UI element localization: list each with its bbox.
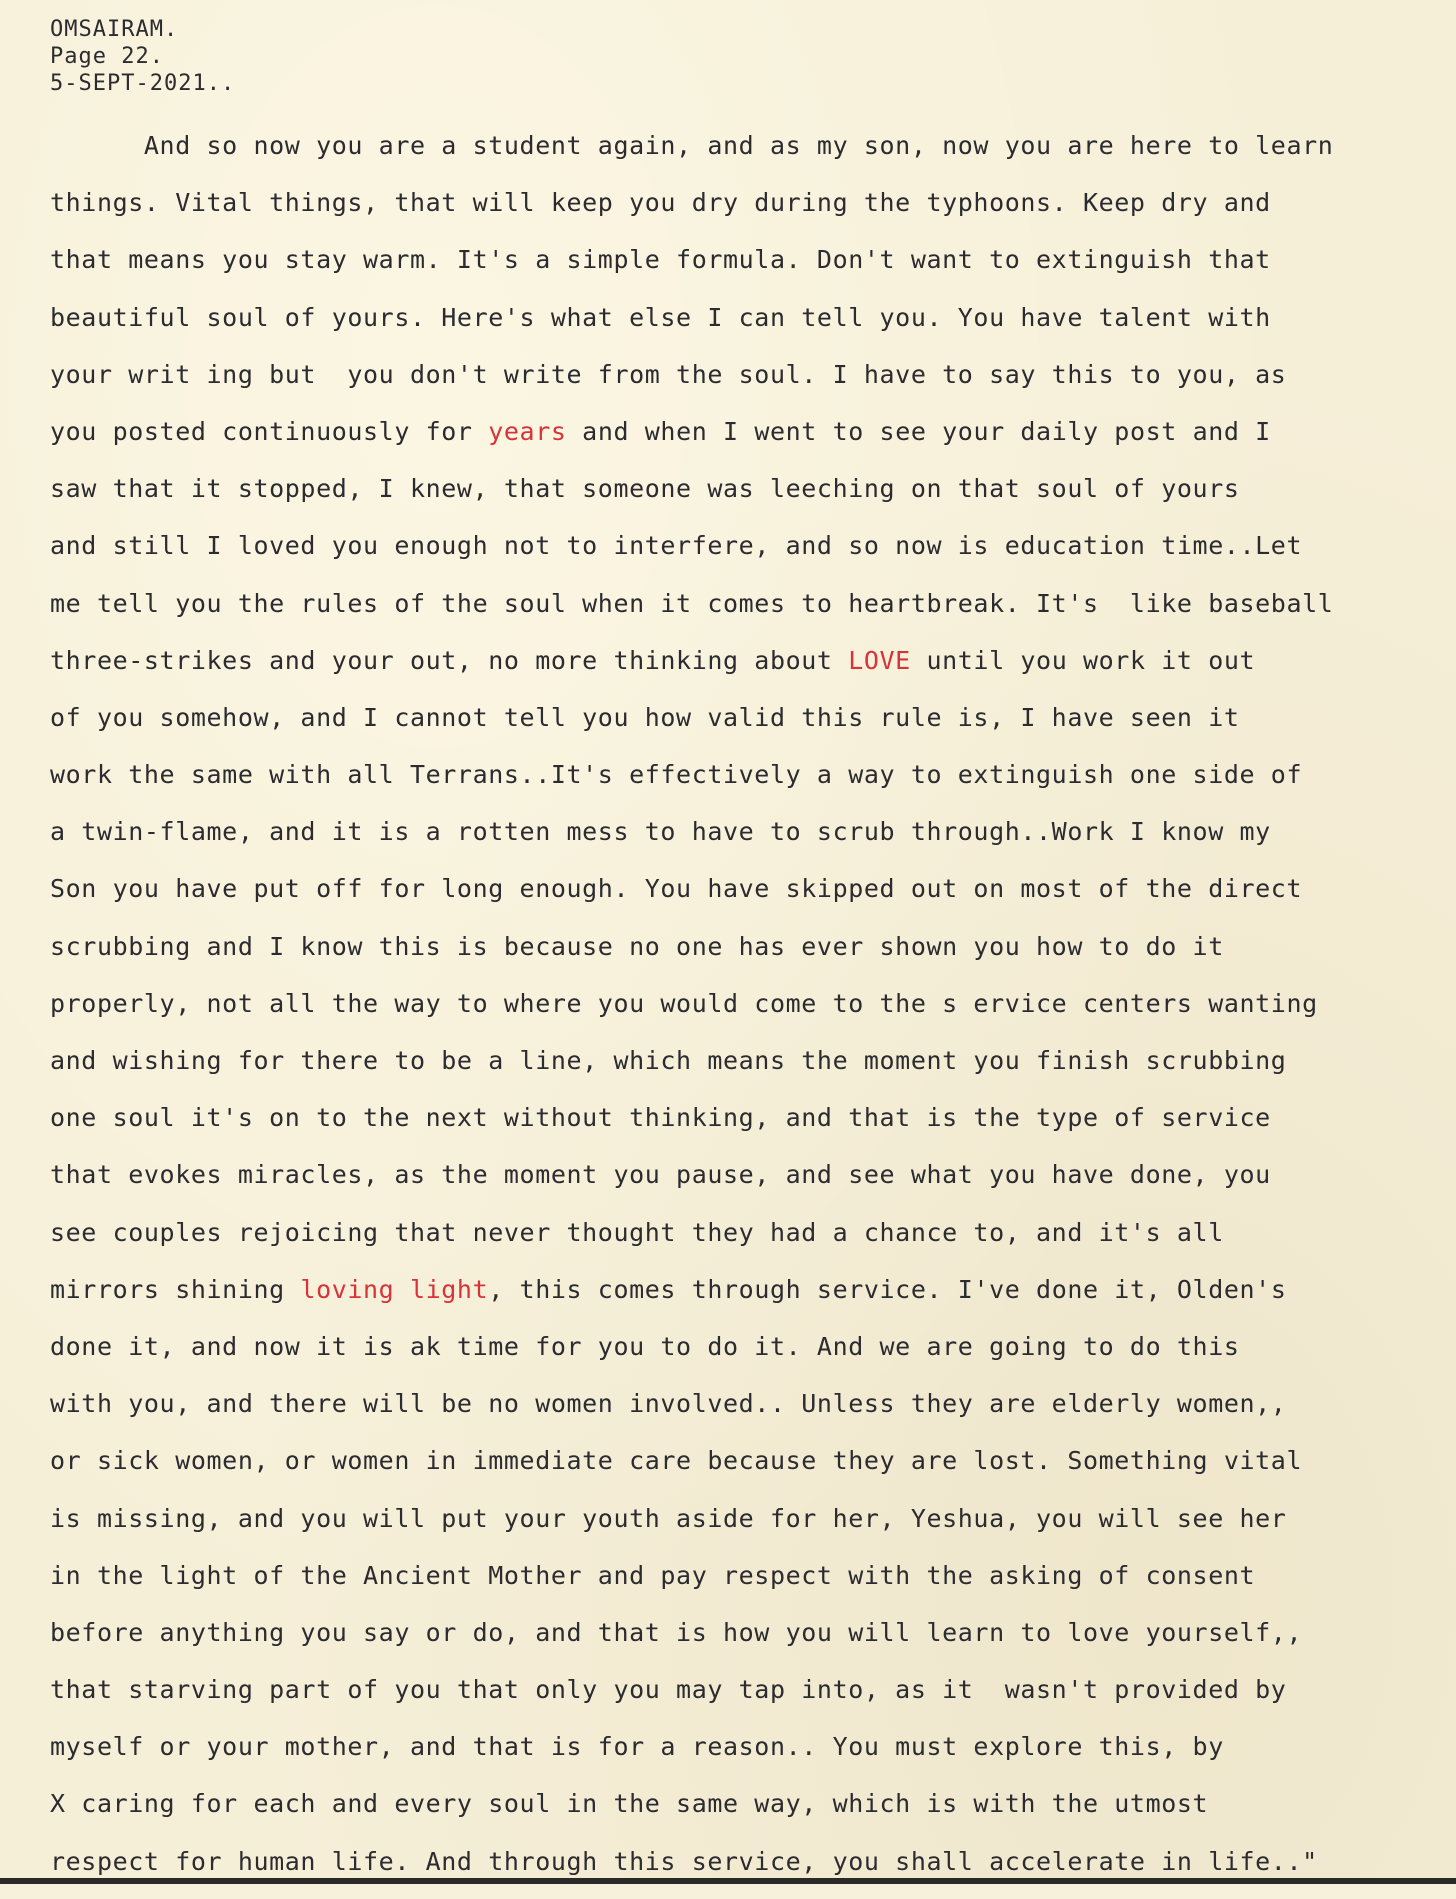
line-text: that starving part of you that only you may tap into, as it wasn't provided by [50, 1675, 1287, 1705]
line-text: is missing, and you will put your youth aside for her, Yeshua, you will see her [50, 1503, 1287, 1533]
text-line [50, 1556, 1450, 1613]
line-text: beautiful soul of yours. Here's what else I can tell you. You have talent with [50, 302, 1271, 332]
text-line [50, 869, 1450, 926]
line-text: see couples rejoicing that never thought they had a chance to, and it's all [50, 1217, 1224, 1247]
red-highlighted-text: LOVE [848, 645, 911, 675]
text-line [50, 1784, 1450, 1841]
header-page-number: Page 22. [50, 44, 164, 69]
line-text: respect for human life. And through this service, you shall accelerate in life.." [50, 1846, 1318, 1876]
text-line [50, 1613, 1450, 1670]
text-line [50, 412, 1450, 469]
text-line [50, 1270, 1450, 1327]
line-text: with you, and there will be no women involved.. Unless they are elderly women,, [50, 1389, 1287, 1419]
text-line [50, 1727, 1450, 1784]
line-text: and still I loved you enough not to interfere, and so now is education time..Let [50, 531, 1303, 561]
line-text: in the light of the Ancient Mother and pay respect with the asking of consent [50, 1560, 1256, 1590]
text-line [50, 1098, 1450, 1155]
line-text: and when I went to see your daily post and I [566, 416, 1271, 446]
line-text: that evokes miracles, as the moment you pause, and see what you have done, you [50, 1160, 1271, 1190]
text-line [50, 355, 1450, 412]
text-line [50, 183, 1450, 240]
text-line [50, 1441, 1450, 1498]
text-line [50, 1499, 1450, 1556]
line-text: and wishing for there to be a line, which means the moment you finish scrubbing [50, 1046, 1287, 1075]
line-text: a twin-flame, and it is a rotten mess to have to scrub through..Work I know my [50, 817, 1271, 847]
page-header [50, 16, 235, 97]
bottom-edge-rule [0, 1878, 1456, 1884]
text-line [50, 927, 1450, 984]
text-line [50, 126, 1450, 183]
line-text: before anything you say or do, and that is how you will learn to love yourself,, [50, 1617, 1303, 1647]
text-line [50, 1327, 1450, 1384]
line-text: one soul it's on to the next without thinking, and that is the type of service [50, 1103, 1271, 1133]
text-line [50, 698, 1450, 755]
text-line [50, 1041, 1450, 1098]
line-text: myself or your mother, and that is for a reason.. You must explore this, by [50, 1732, 1224, 1762]
red-highlighted-text: loving light [300, 1274, 489, 1304]
text-line [50, 526, 1450, 583]
line-text: three-strikes and your out, no more thinking about [50, 645, 849, 675]
line-text: you posted continuously for [50, 416, 489, 446]
line-text: And so now you are a student again, and as my son, now you are here to learn [50, 131, 1334, 160]
text-line [50, 469, 1450, 526]
red-highlighted-text: years [488, 416, 567, 446]
header-invocation: OMSAIRAM. [50, 17, 179, 42]
line-text: saw that it stopped, I knew, that someone was leeching on that soul of yours [50, 474, 1240, 504]
text-line [50, 584, 1450, 641]
text-line [50, 641, 1450, 698]
text-line [50, 755, 1450, 812]
line-text: your writ ing but you don't write from the soul. I have to say this to you, as [50, 359, 1287, 389]
body-text [50, 126, 1450, 1899]
line-text: of you somehow, and I cannot tell you how valid this rule is, I have seen it [50, 702, 1240, 732]
line-text: Son you have put off for long enough. You have skipped out on most of the direct [50, 874, 1303, 904]
text-line [50, 240, 1450, 297]
line-text: until you work it out [910, 645, 1256, 675]
line-text: , this comes through service. I've done it, Olden's [488, 1274, 1287, 1304]
text-line [50, 812, 1450, 869]
line-text: done it, and now it is ak time for you to do it. And we are going to do this [50, 1331, 1240, 1361]
line-text: X caring for each and every soul in the same way, which is with the utmost [50, 1789, 1209, 1819]
text-line [50, 1842, 1450, 1899]
text-line [50, 298, 1450, 355]
text-line [50, 1155, 1450, 1212]
line-text: mirrors shining [50, 1274, 301, 1304]
line-text: me tell you the rules of the soul when it comes to heartbreak. It's like baseball [50, 588, 1334, 618]
line-text: properly, not all the way to where you would come to the s ervice centers wanting [50, 988, 1318, 1018]
line-text: work the same with all Terrans..It's effectively a way to extinguish one side of [50, 760, 1303, 790]
text-line [50, 1670, 1450, 1727]
text-line [50, 1213, 1450, 1270]
text-line [50, 1384, 1450, 1441]
text-line [50, 984, 1450, 1041]
header-date: 5-SEPT-2021.. [50, 71, 236, 96]
line-text: things. Vital things, that will keep you dry during the typhoons. Keep dry and [50, 188, 1271, 218]
line-text: or sick women, or women in immediate care because they are lost. Something vital [50, 1446, 1303, 1476]
line-text: that means you stay warm. It's a simple formula. Don't want to extinguish that [50, 245, 1271, 275]
line-text: scrubbing and I know this is because no one has ever shown you how to do it [50, 931, 1224, 961]
